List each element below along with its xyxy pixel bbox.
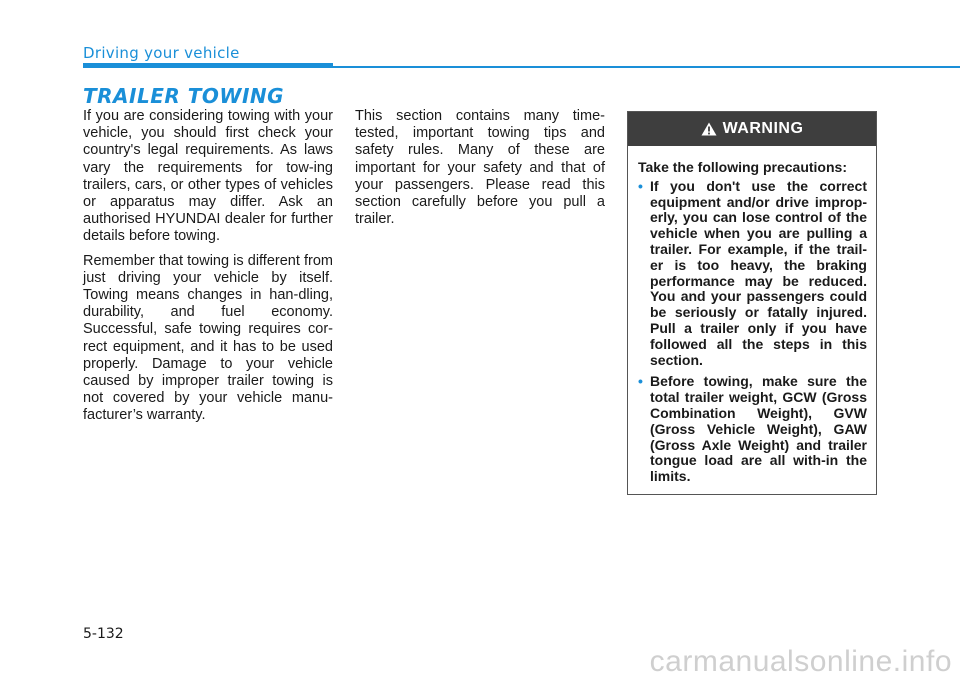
warning-box	[627, 111, 877, 495]
bullet-icon: •	[638, 373, 643, 390]
header-rule-thin	[333, 66, 960, 68]
page-number: 5-132	[83, 626, 124, 642]
left-column	[83, 108, 333, 432]
warning-triangle-icon	[701, 122, 717, 136]
page-title: TRAILER TOWING	[83, 84, 285, 108]
left-paragraph-2: Remember that towing is different from just driving your vehicle by itself. Towing means changes in han-dling, durability, and fuel economy. Successful, safe towing requires cor-rect equipment, and it has to be used properly. Damage to your vehicle caused by improper trailer towing is not covered by your vehicle manu-facturer’s warranty.	[83, 252, 333, 424]
left-paragraph-1: If you are considering towing with your vehicle, you should first check your country's legal requirements. As laws vary the requirements for tow-ing trailers, cars, or other types of vehicles or apparatus may differ. Ask an authorised HYUNDAI dealer for further details before towing.	[83, 108, 333, 245]
warning-label: WARNING	[722, 120, 804, 137]
warning-body	[628, 146, 876, 485]
watermark: carmanualsonline.info	[649, 645, 952, 678]
header-rule-thick	[83, 63, 333, 68]
middle-paragraph-1: This section contains many time-tested, important towing tips and safety rules. Many of these are important for your safety and that of your passengers. Please read this section carefully before you pull a trailer.	[355, 108, 605, 228]
bullet-icon: •	[638, 177, 643, 194]
warning-item	[638, 374, 867, 485]
warning-item-text: Before towing, make sure the total trailer weight, GCW (Gross Combination Weight), GVW (Gross Vehicle Weight), GAW (Gross Axle Weight) and trailer tongue load are all with-in the limits.	[650, 373, 867, 485]
middle-column	[355, 108, 605, 235]
warning-header	[628, 112, 876, 146]
warning-intro: Take the following precautions:	[638, 159, 847, 175]
section-label: Driving your vehicle	[83, 44, 240, 62]
warning-item-text: If you don't use the correct equipment and/or drive improp-erly, you can lose control of the vehicle when you are pulling a trailer. For example, if the trail-er is too heavy, the braking performance may be reduced. You and your passengers could be seriously or fatally injured. Pull a trailer only if you have followed all the steps in this section.	[650, 177, 867, 368]
warning-item	[638, 179, 867, 369]
warning-list	[638, 179, 867, 485]
